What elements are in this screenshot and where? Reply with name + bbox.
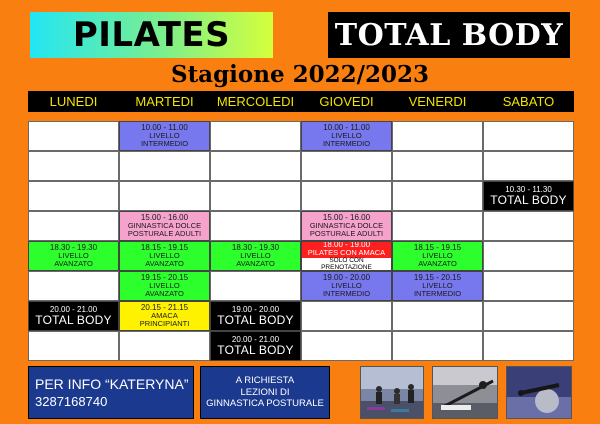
event-wed-total-body-19 (210, 301, 301, 331)
schedule-cell (392, 151, 483, 181)
schedule-cell (483, 121, 574, 151)
request-box (200, 366, 330, 419)
event-mon-avanzato (28, 241, 119, 271)
event-time: 19.00 - 20.00 (231, 304, 280, 314)
request-line: A RICHIESTA (235, 374, 295, 386)
contact-phone: 3287168740 (35, 394, 108, 409)
schedule-cell (119, 181, 210, 211)
event-label: LIVELLO (149, 131, 180, 141)
booking-required-tag: SOLO CON PRENOTAZIONE (302, 258, 391, 271)
schedule-cell (483, 301, 574, 331)
event-label: GINNASTICA DOLCE (127, 221, 202, 231)
event-label: INTERMEDIO (140, 139, 189, 149)
event-time: 20.00 - 21.00 (49, 304, 98, 314)
photo-pilates-reformer (432, 366, 498, 419)
schedule-cell (392, 301, 483, 331)
schedule-cell (28, 271, 119, 301)
event-thu-intermedio-evening (301, 271, 392, 301)
event-time: 15.00 - 16.00 (322, 212, 371, 222)
event-label: AVANZATO (54, 259, 93, 269)
schedule-cell (210, 211, 301, 241)
event-thu-ginnastica-dolce (301, 211, 392, 241)
schedule-cell (28, 181, 119, 211)
schedule-cell (28, 121, 119, 151)
event-label: LIVELLO (422, 251, 453, 261)
schedule-cell (483, 331, 574, 361)
schedule-cell (28, 331, 119, 361)
pilates-banner (30, 12, 273, 58)
event-wed-total-body-20 (210, 331, 301, 361)
photo-studio-class (360, 366, 424, 419)
total-body-title: TOTAL BODY (334, 17, 564, 53)
day-monday: LUNEDI (49, 94, 98, 109)
event-label: TOTAL BODY (490, 192, 567, 207)
event-time: 18.00 - 19.00 (322, 241, 371, 249)
event-label: LIVELLO (149, 281, 180, 291)
contact-title: PER INFO “KATERYNA” (35, 376, 189, 392)
event-label: TOTAL BODY (217, 312, 294, 327)
request-line: LEZIONI DI (240, 386, 290, 398)
event-label: PILATES CON AMACA (307, 247, 386, 257)
event-label: AVANZATO (418, 259, 457, 269)
event-tue-avanzato-1915 (119, 271, 210, 301)
event-label: LIVELLO (240, 251, 271, 261)
schedule-cell (210, 151, 301, 181)
event-label: AVANZATO (145, 259, 184, 269)
event-time: 20.00 - 21.00 (231, 334, 280, 344)
day-wednesday: MERCOLEDI (216, 94, 295, 109)
event-label: LIVELLO (149, 251, 180, 261)
event-label: PRINCIPIANTI (139, 319, 190, 329)
schedule-cell (483, 151, 574, 181)
event-label: GINNASTICA DOLCE (309, 221, 384, 231)
event-thu-intermedio-morning (301, 121, 392, 151)
event-label: TOTAL BODY (217, 342, 294, 357)
schedule-cell (392, 181, 483, 211)
event-label: LIVELLO (331, 281, 362, 291)
event-wed-avanzato (210, 241, 301, 271)
event-time: 19.15 - 20.15 (140, 272, 189, 282)
schedule-cell (119, 151, 210, 181)
schedule-cell (301, 181, 392, 211)
event-time: 10.00 - 11.00 (323, 122, 370, 132)
event-tue-amaca-principianti (119, 301, 210, 331)
schedule-cell (392, 331, 483, 361)
event-label: LIVELLO (331, 131, 362, 141)
event-label: INTERMEDIO (322, 289, 371, 299)
schedule-cell (483, 241, 574, 271)
event-label: LIVELLO (422, 281, 453, 291)
event-sat-total-body (483, 181, 574, 211)
schedule-cell (119, 331, 210, 361)
event-label: AVANZATO (145, 289, 184, 299)
contact-info-box (28, 366, 194, 419)
event-label: TOTAL BODY (35, 312, 112, 327)
event-tue-intermedio-morning (119, 121, 210, 151)
schedule-cell (301, 331, 392, 361)
schedule-cell (210, 121, 301, 151)
event-label: AVANZATO (236, 259, 275, 269)
day-header (28, 91, 574, 112)
event-tue-avanzato-1815 (119, 241, 210, 271)
photo-stability-ball (506, 366, 572, 419)
season-title: Stagione 2022/2023 (170, 60, 430, 88)
event-time: 15.00 - 16.00 (140, 212, 189, 222)
day-friday: VENERDI (408, 94, 467, 109)
request-line: GINNASTICA POSTURALE (206, 398, 324, 410)
event-time: 19.15 - 20.15 (413, 272, 462, 282)
event-label: INTERMEDIO (413, 289, 462, 299)
schedule-cell (392, 121, 483, 151)
event-fri-avanzato (392, 241, 483, 271)
day-saturday: SABATO (502, 94, 555, 109)
event-label: LIVELLO (58, 251, 89, 261)
event-time: 18.30 - 19.30 (49, 242, 98, 252)
event-fri-intermedio-evening (392, 271, 483, 301)
schedule-cell (301, 301, 392, 331)
schedule-cell (483, 271, 574, 301)
schedule-cell (483, 211, 574, 241)
event-time: 19.00 - 20.00 (322, 272, 371, 282)
event-time: 18.30 - 19.30 (231, 242, 280, 252)
schedule-cell (392, 211, 483, 241)
event-mon-total-body (28, 301, 119, 331)
event-label: INTERMEDIO (322, 139, 371, 149)
event-label: AMACA (151, 311, 178, 321)
event-time: 18.15 - 19.15 (140, 242, 189, 252)
schedule-cell (28, 151, 119, 181)
event-label: POSTURALE ADULTI (127, 229, 202, 239)
event-label: POSTURALE ADULTI (309, 229, 384, 239)
event-time: 10.00 - 11.00 (141, 122, 188, 132)
total-body-banner (328, 12, 570, 58)
event-thu-pilates-amaca (301, 241, 392, 271)
schedule-cell (301, 151, 392, 181)
pilates-title: PILATES (72, 15, 231, 55)
schedule-cell (210, 181, 301, 211)
day-thursday: GIOVEDI (319, 94, 374, 109)
event-time: 18.15 - 19.15 (413, 242, 462, 252)
schedule-cell (28, 211, 119, 241)
day-tuesday: MARTEDI (135, 94, 194, 109)
event-time: 20.15 - 21.15 (140, 302, 189, 312)
schedule-cell (210, 271, 301, 301)
event-time: 10.30 - 11.30 (505, 184, 552, 194)
event-tue-ginnastica-dolce (119, 211, 210, 241)
